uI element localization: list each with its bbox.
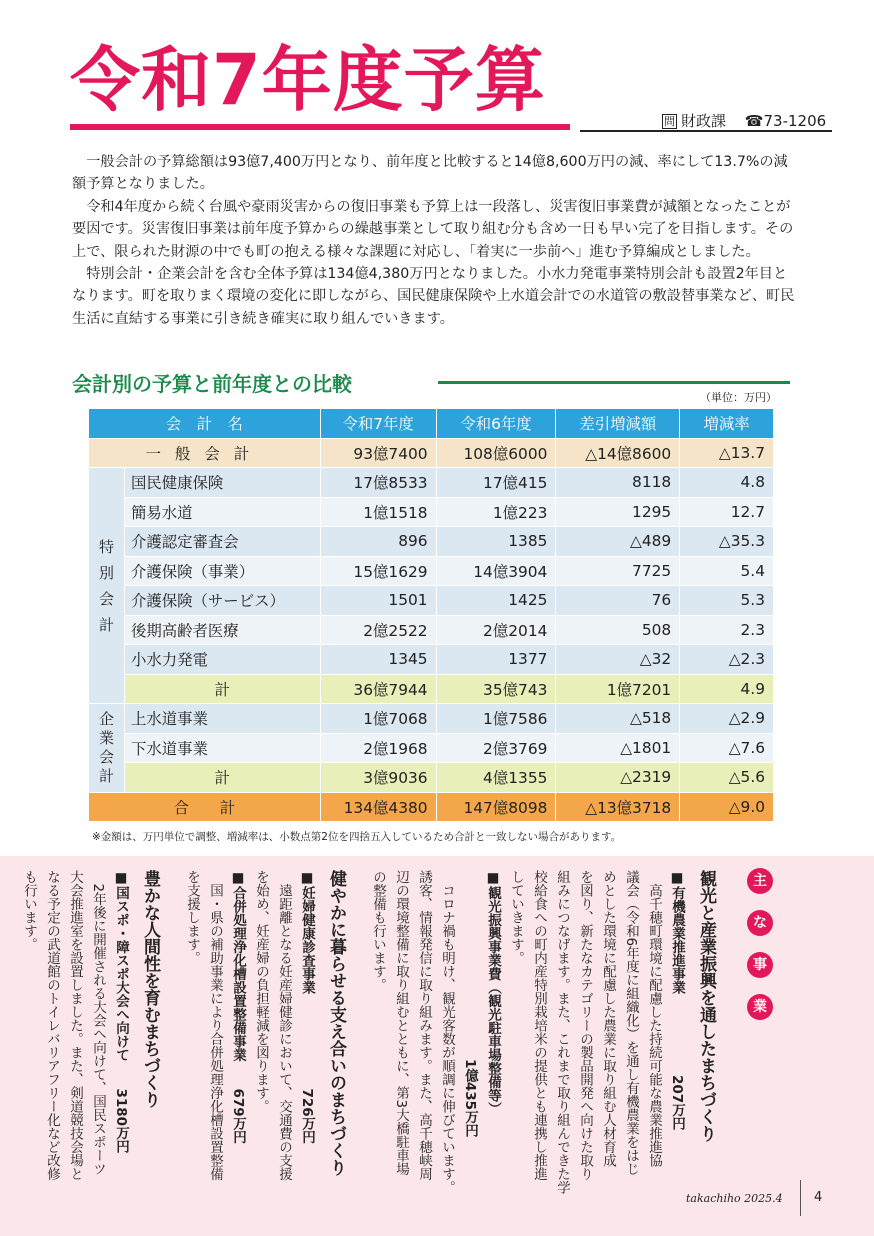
row-label: 後期高齢者医療 (124, 615, 320, 645)
cell-r6: 1億7586 (436, 704, 556, 734)
cell-r7: 15億1629 (320, 556, 436, 586)
cell-diff: 1295 (556, 497, 680, 527)
row-label: 上水道事業 (124, 704, 320, 734)
project-item-text: 大会推進室を設置しました。また、剣道競技会場と (67, 870, 83, 1181)
row-label: 国民健康保険 (124, 468, 320, 498)
phone-number: 73-1206 (763, 112, 827, 130)
cell-r7: 896 (320, 527, 436, 557)
project-item-text: 国・県の補助事業により合併処理浄化槽設置整備 (207, 870, 223, 1181)
contact-info (662, 110, 826, 131)
cell-diff: 76 (556, 586, 680, 616)
table-row (89, 704, 774, 734)
project-item-text: 議会（令和6年度に組織化）を通し有機農業をはじ (623, 870, 639, 1176)
cell-diff: 7725 (556, 556, 680, 586)
badge: 主 (747, 868, 773, 894)
project-item-text: 組みにつなげます。また、これまで取り組んできた学 (554, 870, 570, 1194)
project-item-text: 高千穂町環境に配慮した持続可能な農業推進協 (646, 870, 662, 1167)
cell-r7: 1345 (320, 645, 436, 675)
column-header: 差引増減額 (556, 409, 680, 439)
column-header: 令和6年度 (436, 409, 556, 439)
cell-rate: △2.9 (680, 704, 774, 734)
page-number: 4 (814, 1190, 823, 1205)
project-item-text: を支援します。 (184, 870, 200, 965)
project-item-text: コロナ禍も明け、観光客数が順調に伸びています。 (439, 870, 455, 1194)
project-item-text: を始め、妊産婦の負担軽減を図ります。 (253, 870, 269, 1113)
cell-r7: 17億8533 (320, 468, 436, 498)
cell-rate: 4.8 (680, 468, 774, 498)
intro-paragraph: 一般会計の予算総額は93億7,400万円となり、前年度と比較すると14億8,600万円の減、率にして13.7%の減額予算となりました。 (72, 154, 788, 193)
cell-diff: △1801 (556, 733, 680, 763)
table-footnote: ※金額は、万円単位で調整、増減率は、小数点第2位を四捨五入しているため合計と一致しない場合があります。 (92, 831, 622, 843)
cell-r6: 4億1355 (436, 763, 556, 793)
project-item-title: 1億435万円 (462, 870, 478, 1138)
cell-r6: 14億3904 (436, 556, 556, 586)
cell-r7: 2億2522 (320, 615, 436, 645)
cell-rate: 12.7 (680, 497, 774, 527)
cell-rate: △7.6 (680, 733, 774, 763)
table-row (89, 468, 774, 498)
page-title: 令和7年度予算 (70, 39, 546, 121)
row-label: 介護保険（サービス） (124, 586, 320, 616)
cell-diff: △2319 (556, 763, 680, 793)
intro-paragraph: 特別会計・企業会計を含む全体予算は134億4,380万円となりました。小水力発電事業特別会計も設置2年目となります。町を取りまく環境の変化に即しながら、国民健康保険や上水道会計での水道管の敷設替事業など、町民生活に直結する事業に引き続き確実に取り組んでいきます。 (72, 266, 795, 327)
row-label: 小水力発電 (124, 645, 320, 675)
cell-r7: 93億7400 (320, 438, 436, 468)
cell-diff: △13億3718 (556, 792, 680, 822)
table-header-row (89, 409, 774, 439)
table-row (89, 586, 774, 616)
cell-rate: △5.6 (680, 763, 774, 793)
contact-underline (580, 130, 832, 132)
project-item-text: していきます。 (508, 870, 524, 965)
cell-r6: 17億415 (436, 468, 556, 498)
cell-r7: 36億7944 (320, 674, 436, 704)
project-item-text: 2年後に開催される大会へ向けて、国民スポーツ (90, 870, 106, 1176)
table-row-general (89, 438, 774, 468)
footer-divider (800, 1180, 801, 1216)
row-label: 一般会計 (89, 438, 321, 468)
cell-diff: △32 (556, 645, 680, 675)
group-label-enterprise: 企業会計 (89, 704, 125, 793)
project-item-text: の整備も行います。 (370, 870, 386, 992)
title-underline (70, 124, 570, 130)
row-label: 介護認定審査会 (124, 527, 320, 557)
cell-rate: △13.7 (680, 438, 774, 468)
project-item-text: 遠距離となる妊産婦健診において、交通費の支援 (276, 870, 292, 1181)
project-item-title: ■国スポ・障スポ大会へ向けて 3180万円 (113, 870, 129, 1154)
budget-table (88, 408, 774, 822)
cell-r7: 134億4380 (320, 792, 436, 822)
cell-r6: 2億3769 (436, 733, 556, 763)
project-heading: 観光と産業振興を通したまちづくり (696, 870, 716, 1142)
intro-paragraph: 令和4年度から続く台風や豪雨災害からの復旧事業も予算上は一段落し、災害復旧事業費が減額となったことが要因です。災害復旧事業は前年度予算からの繰越事業として取り組む分も含め一日も早い完了を目指します。その上で、限られた財源の中でも町の抱える様々な課題に対応し、「着実に一歩前へ」進む予算編成としました。 (72, 198, 794, 260)
cell-r6: 35億743 (436, 674, 556, 704)
project-heading: 健やかに暮らせる支え合いのまちづくり (326, 870, 346, 1176)
cell-r7: 1501 (320, 586, 436, 616)
cell-rate: 4.9 (680, 674, 774, 704)
cell-r7: 3億9036 (320, 763, 436, 793)
unit-label: （単位：万円） (700, 391, 777, 404)
cell-rate: △9.0 (680, 792, 774, 822)
badge: 事 (747, 952, 773, 978)
cell-diff: △489 (556, 527, 680, 557)
row-label: 介護保険（事業） (124, 556, 320, 586)
project-item-title: ■合併処理浄化槽設置整備事業 679万円 (230, 870, 246, 1144)
row-label: 合 計 (89, 792, 321, 822)
table-row (89, 615, 774, 645)
row-label: 計 (124, 763, 320, 793)
table-row (89, 497, 774, 527)
cell-diff: 8118 (556, 468, 680, 498)
cell-rate: 2.3 (680, 615, 774, 645)
row-label: 簡易水道 (124, 497, 320, 527)
row-label: 下水道事業 (124, 733, 320, 763)
cell-diff: 508 (556, 615, 680, 645)
cell-r7: 1億1518 (320, 497, 436, 527)
cell-rate: △2.3 (680, 645, 774, 675)
project-item-text: も行います。 (21, 870, 37, 951)
cell-r6: 1億223 (436, 497, 556, 527)
project-item-title: ■観光振興事業費（観光駐車場整備等） (485, 870, 501, 1116)
table-row (89, 556, 774, 586)
table-row-subtotal (89, 674, 774, 704)
intro-text (72, 151, 798, 330)
project-item-text: めとした環境に配慮した農業に取り組む人材育成 (600, 870, 616, 1167)
project-item-text: を図り、新たなカテゴリーの製品開発へ向けた取り (577, 870, 593, 1181)
main-projects-panel (0, 856, 874, 1236)
group-label-special: 特別会計 (89, 468, 125, 704)
cell-r7: 2億1968 (320, 733, 436, 763)
project-item-title: ■有機農業推進事業 207万円 (669, 870, 685, 1131)
cell-r6: 2億2014 (436, 615, 556, 645)
cell-r6: 1385 (436, 527, 556, 557)
row-label: 計 (124, 674, 320, 704)
phone-icon: ☎ (744, 112, 764, 130)
table-row (89, 733, 774, 763)
cell-r7: 1億7068 (320, 704, 436, 734)
project-item-text: なる予定の武道館のトイレバリアフリー化など改修 (44, 870, 60, 1181)
cell-diff: 1億7201 (556, 674, 680, 704)
column-header: 会 計 名 (89, 409, 321, 439)
section-rule (438, 381, 790, 384)
project-item-text: 辺の環境整備に取り組むとともに、第3大橋駐車場 (393, 870, 409, 1176)
table-row-grand-total (89, 792, 774, 822)
badge: 業 (747, 994, 773, 1020)
cell-r6: 108億6000 (436, 438, 556, 468)
cell-diff: △518 (556, 704, 680, 734)
column-header: 増減率 (680, 409, 774, 439)
project-item-text: 校給食への町内産特別栽培米の提供とも連携し推進 (531, 870, 547, 1181)
cell-r6: 1425 (436, 586, 556, 616)
main-projects-badges (747, 868, 773, 1036)
table-row (89, 645, 774, 675)
table-row-subtotal (89, 763, 774, 793)
cell-rate: 5.3 (680, 586, 774, 616)
project-heading: 豊かな人間性を育むまちづくり (140, 870, 160, 1108)
table-row (89, 527, 774, 557)
cell-rate: 5.4 (680, 556, 774, 586)
project-item-text: 誘客、情報発信に取り組みます。また、高千穂峡周 (416, 870, 432, 1181)
inquiry-mark: 問 (664, 115, 675, 128)
dept-name: 財政課 (681, 112, 727, 130)
badge: な (747, 910, 773, 936)
footer-brand: takachiho 2025.4 (686, 1192, 783, 1205)
cell-r6: 147億8098 (436, 792, 556, 822)
cell-r6: 1377 (436, 645, 556, 675)
cell-diff: △14億8600 (556, 438, 680, 468)
cell-rate: △35.3 (680, 527, 774, 557)
section-heading: 会計別の予算と前年度との比較 (72, 372, 352, 396)
project-item-title: ■妊婦健康診査事業 726万円 (299, 870, 315, 1144)
column-header: 令和7年度 (320, 409, 436, 439)
